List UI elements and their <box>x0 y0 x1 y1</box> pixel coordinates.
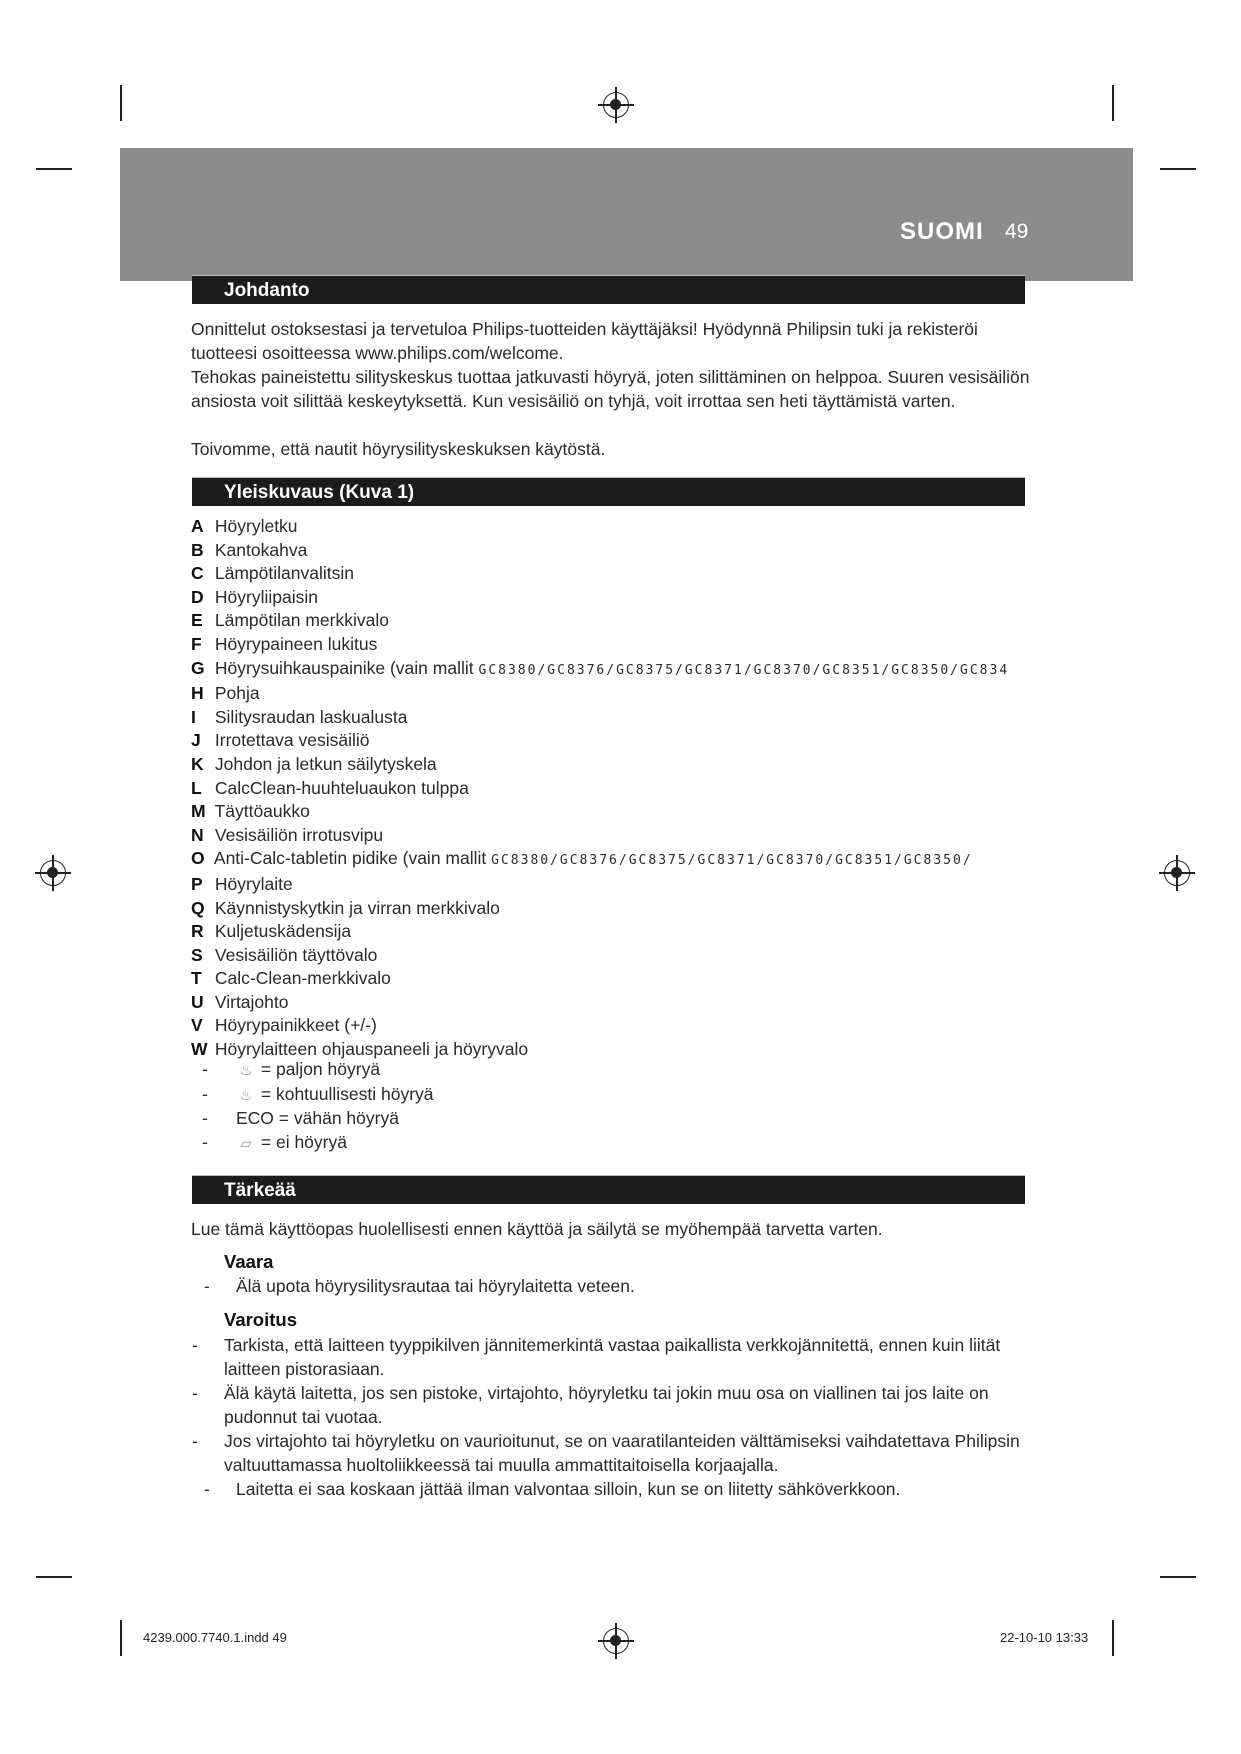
list-item: - ECO = vähän höyryä <box>202 1108 399 1129</box>
intro-paragraph: Tehokas paineistettu silityskeskus tuottaa jatkuvasti höyryä, joten silittäminen on helppoa. Suuren vesisäiliön ansiosta voit silittää keskeytyksettä. Kun vesisäiliö on tyhjä, voit irrottaa sen heti täyttämistä varten. <box>191 367 1030 411</box>
list-item: L CalcClean-huuhteluaukon tulppa <box>191 777 469 798</box>
list-item: W Höyrylaitteen ohjauspaneeli ja höyryvalo <box>191 1039 529 1060</box>
list-item: E Lämpötilan merkkivalo <box>191 610 389 631</box>
list-item: N Vesisäiliön irrotusvipu <box>191 824 384 845</box>
header-band <box>120 148 1133 281</box>
list-item: R Kuljetuskädensija <box>191 921 352 942</box>
list-item: S Vesisäiliön täyttövalo <box>191 944 378 965</box>
list-item: C Lämpötilanvalitsin <box>191 563 354 584</box>
steam-level-list <box>202 1058 434 1155</box>
crop-mark <box>1160 168 1196 170</box>
list-item: B Kantokahva <box>191 539 308 560</box>
footer-timestamp: 22-10-10 13:33 <box>1000 1630 1089 1645</box>
list-item: H Pohja <box>191 683 260 704</box>
list-item: G Höyrysuihkauspainike (vain mallit GC8380/GC8376/GC8375/GC8371/GC8370/GC8351/GC8350/GC834 <box>191 657 1010 678</box>
warning-item: - Älä käytä laitetta, jos sen pistoke, virtajohto, höyryletku tai jokin muu osa on viallinen tai jos laite on pudonnut tai vuotaa. <box>192 1383 989 1427</box>
crop-mark <box>120 85 122 121</box>
list-item: O Anti-Calc-tabletin pidike (vain mallit GC8380/GC8376/GC8375/GC8371/GC8370/GC8351/GC8350/ <box>191 848 973 869</box>
warning-item: - Jos virtajohto tai höyryletku on vaurioitunut, se on vaaratilanteiden välttämiseksi vaihdatettava Philipsin valtuuttamassa huoltoliikkeessä tai muulla ammattitaitoisella korjaajalla. <box>192 1431 1020 1475</box>
list-item: U Virtajohto <box>191 991 289 1012</box>
list-item: I Silitysraudan laskualusta <box>191 706 408 727</box>
list-item: A Höyryletku <box>191 516 298 536</box>
steam-medium-icon: ♨ <box>239 1086 253 1103</box>
intro-paragraph: Onnittelut ostoksestasi ja tervetuloa Philips-tuotteiden käyttäjäksi! Hyödynnä Philipsin tuki ja rekisteröi tuotteesi osoitteessa www.philips.com/welcome. <box>191 319 978 363</box>
steam-high-icon: ♨ <box>239 1062 253 1078</box>
footer-filename: 4239.000.7740.1.indd 49 <box>143 1630 287 1645</box>
model-list: GC8380/GC8376/GC8375/GC8371/GC8370/GC8351/GC8350/ <box>491 853 973 869</box>
language-label: SUOMI <box>900 218 984 245</box>
model-list: GC8380/GC8376/GC8375/GC8371/GC8370/GC8351/GC8350/GC834 <box>478 662 1010 678</box>
list-item: Q Käynnistyskytkin ja virran merkkivalo <box>191 897 500 918</box>
list-item: F Höyrypaineen lukitus <box>191 633 378 654</box>
list-item: J Irrotettava vesisäiliö <box>191 730 370 751</box>
section-title-important: Tärkeää <box>192 1175 1025 1204</box>
danger-heading: Vaara <box>224 1251 274 1272</box>
list-item: T Calc-Clean-merkkivalo <box>191 968 391 989</box>
list-item: P Höyrylaite <box>191 873 293 894</box>
warning-item: - Laitetta ei saa koskaan jättää ilman valvontaa silloin, kun se on liitetty sähköverkkoon. <box>204 1479 901 1499</box>
intro-paragraph: Toivomme, että nautit höyrysilityskeskuksen käytöstä. <box>191 439 606 459</box>
registration-mark-icon <box>40 860 66 886</box>
registration-mark-icon <box>1164 860 1190 886</box>
list-item: D Höyryliipaisin <box>191 586 318 607</box>
page-number: 49 <box>1005 220 1029 243</box>
crop-mark <box>1112 85 1114 121</box>
crop-mark <box>36 168 72 170</box>
registration-mark-icon <box>603 1628 629 1654</box>
section-title-overview: Yleiskuvaus (Kuva 1) <box>192 477 1025 506</box>
list-item: - ♨ = paljon höyryä <box>202 1058 434 1083</box>
crop-mark <box>120 1620 122 1656</box>
list-item: - ♨ = kohtuullisesti höyryä <box>202 1083 434 1108</box>
list-item: V Höyrypainikkeet (+/-) <box>191 1015 377 1036</box>
crop-mark <box>1112 1620 1114 1656</box>
list-item: K Johdon ja letkun säilytyskela <box>191 753 437 774</box>
list-item: M Täyttöaukko <box>191 801 310 822</box>
warning-heading: Varoitus <box>224 1309 297 1330</box>
warning-item: - Tarkista, että laitteen tyyppikilven jännitemerkintä vastaa paikallista verkkojännitettä, ennen kuin liität laitteen pistorasiaan. <box>192 1335 1001 1379</box>
crop-mark <box>36 1576 72 1578</box>
component-list <box>191 515 1009 1062</box>
section-title-intro: Johdanto <box>192 275 1025 304</box>
registration-mark-icon <box>603 92 629 118</box>
list-item: - ⏥ = ei höyryä <box>202 1131 434 1156</box>
important-intro: Lue tämä käyttöopas huolellisesti ennen käyttöä ja säilytä se myöhempää tarvetta varten. <box>191 1219 883 1239</box>
danger-item: - Älä upota höyrysilitysrautaa tai höyrylaitetta veteen. <box>204 1276 635 1296</box>
no-steam-icon: ⏥ <box>240 1134 252 1151</box>
crop-mark <box>1160 1576 1196 1578</box>
